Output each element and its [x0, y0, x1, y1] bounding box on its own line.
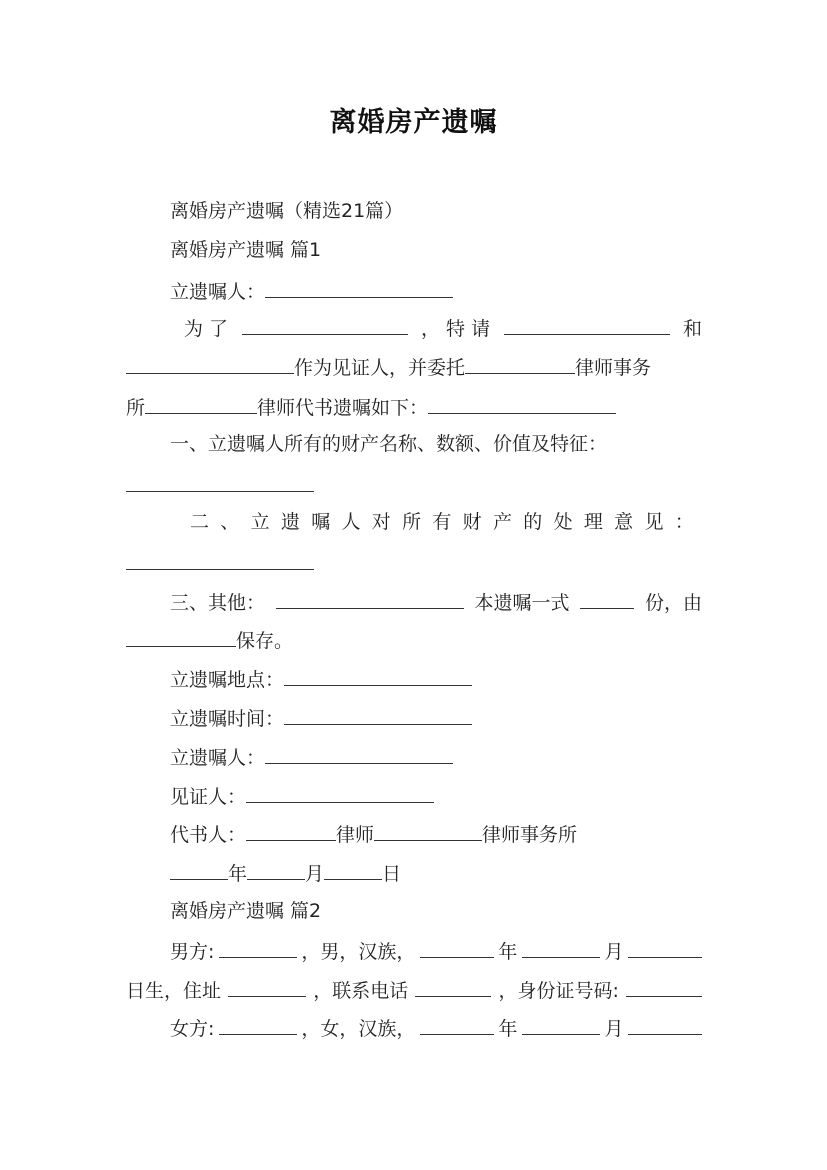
item-2-char: 见: [644, 511, 664, 533]
year-text: 年: [498, 941, 518, 963]
day-text: 日: [382, 863, 402, 885]
drafting-text: 律师代书遗嘱如下：: [257, 397, 429, 419]
document-title: 离婚房产遗嘱: [329, 107, 498, 138]
blank-field: [628, 1015, 702, 1035]
blank-field: [628, 938, 702, 958]
place-line: [170, 666, 472, 692]
blank-field: [246, 821, 336, 841]
agent-line: [170, 821, 577, 847]
testator-sign-label: 立遗嘱人：: [170, 747, 266, 769]
item-2-blank: [126, 550, 314, 576]
blank-field: [324, 860, 382, 880]
agent-label: 代书人：: [170, 824, 247, 846]
woman-label: 女方:: [170, 1018, 215, 1040]
blank-field: [284, 705, 472, 725]
blank-field: [126, 472, 314, 492]
blank-field: [428, 394, 616, 414]
item-2-char: 的: [523, 511, 543, 533]
blank-field: [276, 589, 464, 609]
year-text: 年: [228, 863, 248, 885]
blank-field: [265, 278, 453, 298]
blank-field: [626, 977, 702, 997]
man-gender-text: ，男，汉族，: [301, 941, 416, 963]
month-text: 月: [305, 863, 325, 885]
blank-field: [374, 821, 482, 841]
section-heading-2: 离婚房产遗嘱 篇2: [170, 900, 322, 922]
time-line: [170, 705, 472, 731]
law-firm-text: 律师事务所: [482, 824, 578, 846]
month-text: 月: [604, 1018, 624, 1040]
witness-line: [170, 783, 434, 809]
blank-field: [126, 627, 236, 647]
phone-text: ，联系电话: [313, 980, 409, 1002]
lawyer-text: 律师: [336, 824, 375, 846]
item-2-char: 人: [341, 511, 361, 533]
blank-field: [522, 1015, 600, 1035]
testator-label: 立遗嘱人：: [170, 281, 266, 303]
blank-field: [284, 666, 472, 686]
request-label: ， 特 请: [420, 318, 491, 340]
time-label: 立遗嘱时间：: [170, 708, 285, 730]
man-line: [170, 938, 702, 964]
purpose-line: [184, 315, 702, 341]
item-2-char: 对: [371, 511, 391, 533]
testator-line: [170, 278, 453, 304]
item-2-char: 、: [220, 511, 240, 533]
place-label: 立遗嘱地点：: [170, 669, 285, 691]
copies-text: 本遗嘱一式: [474, 592, 570, 614]
blank-field: [415, 977, 491, 997]
item-1: 一、立遗嘱人所有的财产名称、数额、价值及特征：: [170, 433, 608, 455]
witness-label: 见证人：: [170, 786, 247, 808]
blank-field: [246, 783, 434, 803]
keep-text: 保存。: [236, 630, 294, 652]
item-2-char: 理: [583, 511, 603, 533]
year-text: 年: [498, 1018, 518, 1040]
blank-field: [522, 938, 600, 958]
item-2-char: 二: [190, 511, 210, 533]
blank-field: [170, 860, 228, 880]
woman-gender-text: ，女，汉族，: [301, 1018, 416, 1040]
blank-field: [265, 744, 453, 764]
blank-field: [465, 354, 575, 374]
blank-field: [420, 1015, 494, 1035]
item-3: [170, 589, 702, 615]
item-2-char: 有: [432, 511, 452, 533]
suo-text: 所: [126, 397, 146, 419]
testator-sign-line: [170, 744, 453, 770]
item-2-char: 意: [614, 511, 634, 533]
blank-field: [126, 354, 294, 374]
blank-field: [219, 1015, 297, 1035]
id-text: ，身份证号码:: [498, 980, 619, 1002]
and-label: 和: [682, 318, 702, 340]
keep-line: [126, 627, 293, 653]
item-2: [190, 510, 694, 534]
section-heading-1: 离婚房产遗嘱 篇1: [170, 239, 322, 261]
law-firm-text: 律师事务: [575, 357, 652, 379]
item-2-char: ：: [674, 511, 694, 533]
item-2-char: 财: [462, 511, 482, 533]
item-2-char: 遗: [280, 511, 300, 533]
item-3-label: 三、其他：: [170, 592, 266, 614]
item-1-blank: [126, 472, 314, 498]
item-2-char: 处: [553, 511, 573, 533]
man-label: 男方:: [170, 941, 215, 963]
blank-field: [247, 860, 305, 880]
blank-field: [219, 938, 297, 958]
by-text: 份，由: [644, 592, 702, 614]
item-2-char: 嘱: [311, 511, 331, 533]
item-2-char: 产: [492, 511, 512, 533]
blank-field: [145, 394, 257, 414]
date-line: [170, 860, 401, 886]
witness-delegate-text: 作为见证人，并委托: [294, 357, 466, 379]
blank-field: [126, 550, 314, 570]
item-2-char: 所: [402, 511, 422, 533]
item-2-char: 立: [250, 511, 270, 533]
witness-delegate-line: [126, 354, 651, 380]
blank-field: [242, 315, 408, 335]
blank-field: [580, 589, 634, 609]
collection-heading: 离婚房产遗嘱（精选21篇）: [170, 200, 404, 222]
blank-field: [228, 977, 306, 997]
purpose-label: 为 了: [184, 318, 229, 340]
woman-line: [170, 1015, 702, 1041]
month-text: 月: [604, 941, 624, 963]
birth-address-text: 日生，住址: [126, 980, 222, 1002]
blank-field: [504, 315, 670, 335]
drafting-line: [126, 394, 616, 420]
blank-field: [420, 938, 494, 958]
man-details-line: [126, 977, 702, 1003]
